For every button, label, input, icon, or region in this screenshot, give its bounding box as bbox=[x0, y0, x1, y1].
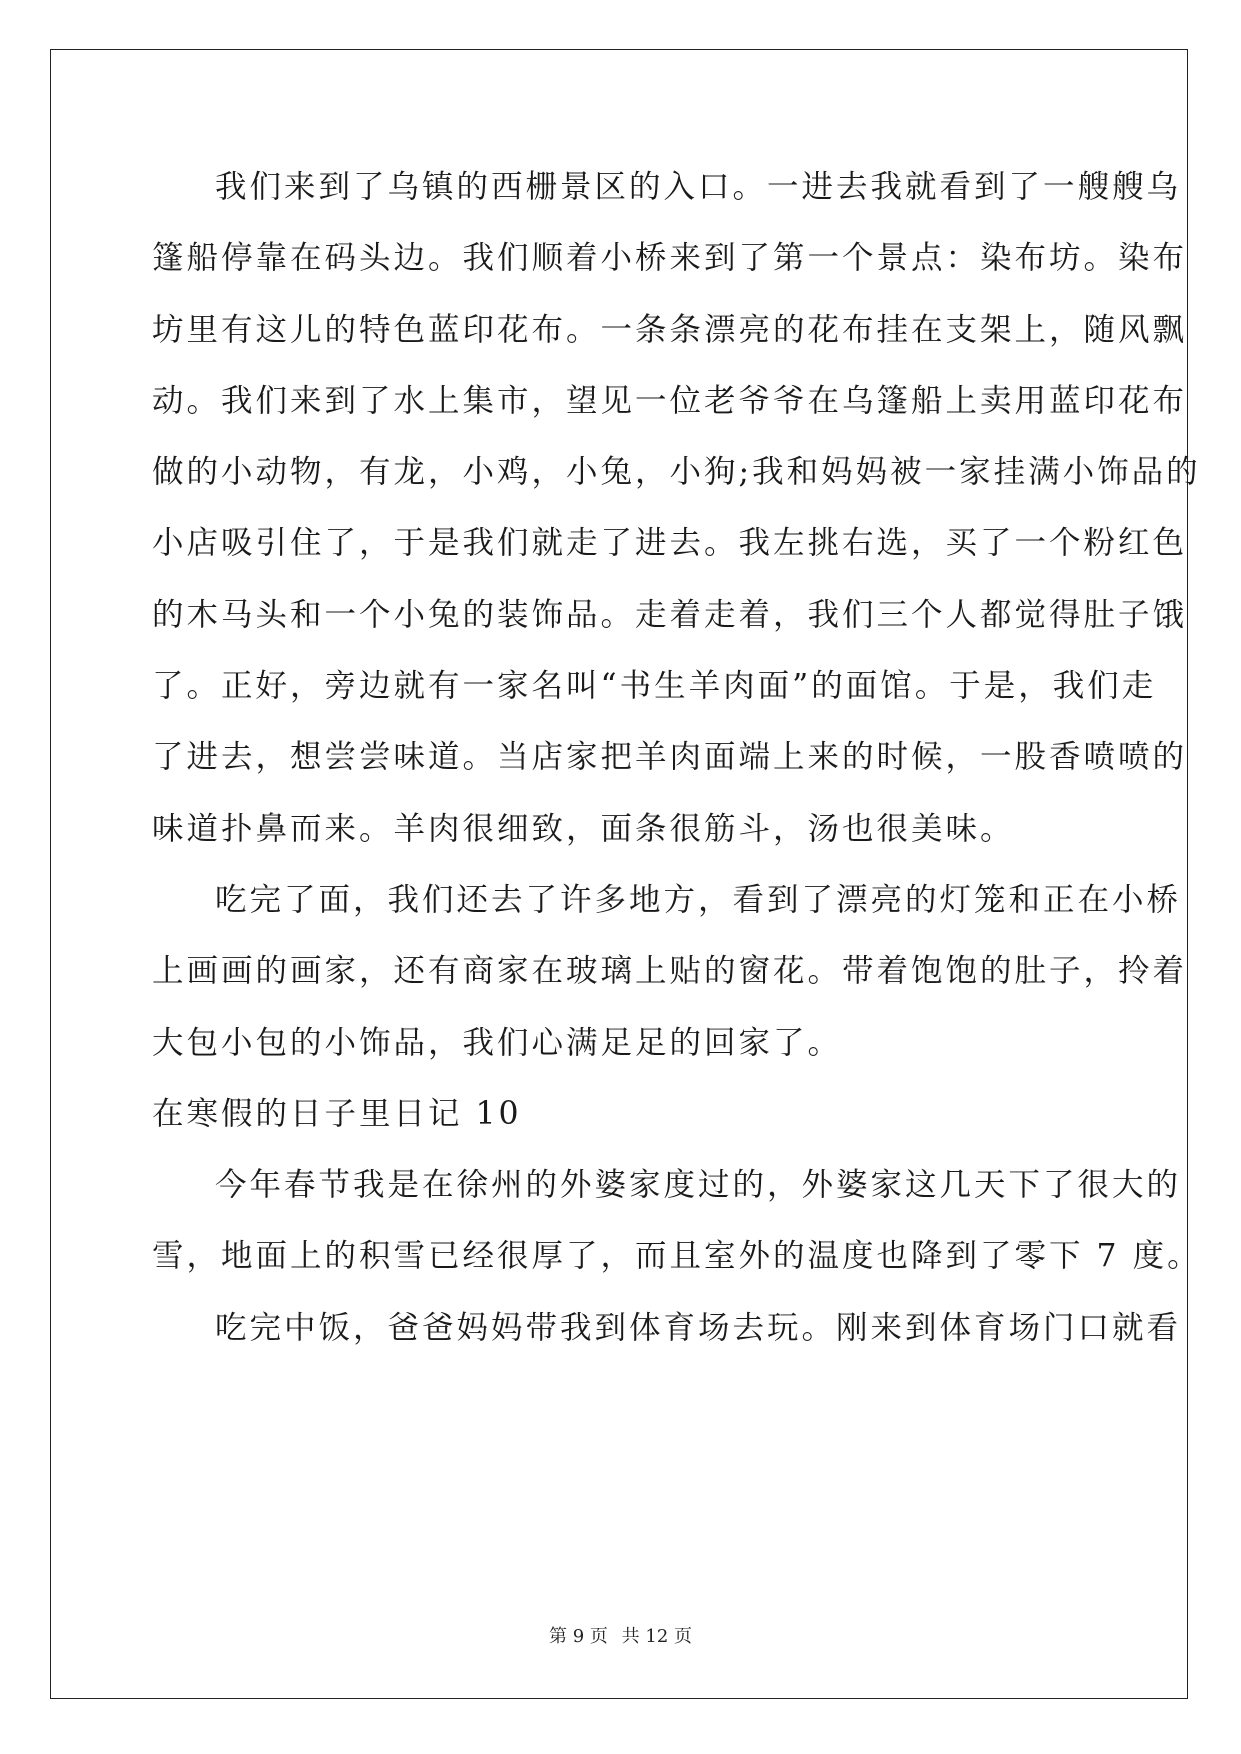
text-line: 的木马头和一个小兔的装饰品。走着走着，我们三个人都觉得肚子饿 bbox=[152, 596, 1188, 633]
text-line: 吃完中饭，爸爸妈妈带我到体育场去玩。刚来到体育场门口就看 bbox=[215, 1309, 1182, 1346]
text-line: 小店吸引住了，于是我们就走了进去。我左挑右选，买了一个粉红色 bbox=[152, 525, 1188, 562]
page-footer bbox=[0, 1622, 1241, 1648]
text-line: 做的小动物，有龙，小鸡，小兔，小狗;我和妈妈被一家挂满小饰品的 bbox=[152, 454, 1201, 491]
text-line: 味道扑鼻而来。羊肉很细致，面条很筋斗，汤也很美味。 bbox=[152, 810, 1015, 847]
page-number: 第 9 页 bbox=[549, 1626, 608, 1647]
document-body bbox=[152, 162, 1202, 1374]
page-total: 共 12 页 bbox=[621, 1626, 692, 1647]
text-line: 吃完了面，我们还去了许多地方，看到了漂亮的灯笼和正在小桥 bbox=[215, 881, 1182, 918]
text-line: 雪，地面上的积雪已经很厚了，而且室外的温度也降到了零下 7 度。 bbox=[152, 1238, 1202, 1275]
text-line: 我们来到了乌镇的西栅景区的入口。一进去我就看到了一艘艘乌 bbox=[215, 169, 1182, 205]
text-line: 了。正好，旁边就有一家名叫“书生羊肉面”的面馆。于是，我们走 bbox=[152, 668, 1157, 705]
text-line: 坊里有这儿的特色蓝印花布。一条条漂亮的花布挂在支架上，随风飘 bbox=[152, 311, 1188, 348]
text-line: 大包小包的小饰品，我们心满足足的回家了。 bbox=[152, 1024, 843, 1061]
text-line: 上画画的画家，还有商家在玻璃上贴的窗花。带着饱饱的肚子，拎着 bbox=[152, 953, 1188, 990]
text-line: 篷船停靠在码头边。我们顺着小桥来到了第一个景点：染布坊。染布 bbox=[152, 240, 1188, 277]
text-line: 了进去，想尝尝味道。当店家把羊肉面端上来的时候，一股香喷喷的 bbox=[152, 739, 1188, 776]
text-line: 动。我们来到了水上集市，望见一位老爷爷在乌篷船上卖用蓝印花布 bbox=[152, 382, 1188, 419]
text-line: 在寒假的日子里日记 10 bbox=[152, 1095, 522, 1132]
text-line: 今年春节我是在徐州的外婆家度过的，外婆家这几天下了很大的 bbox=[215, 1167, 1182, 1204]
